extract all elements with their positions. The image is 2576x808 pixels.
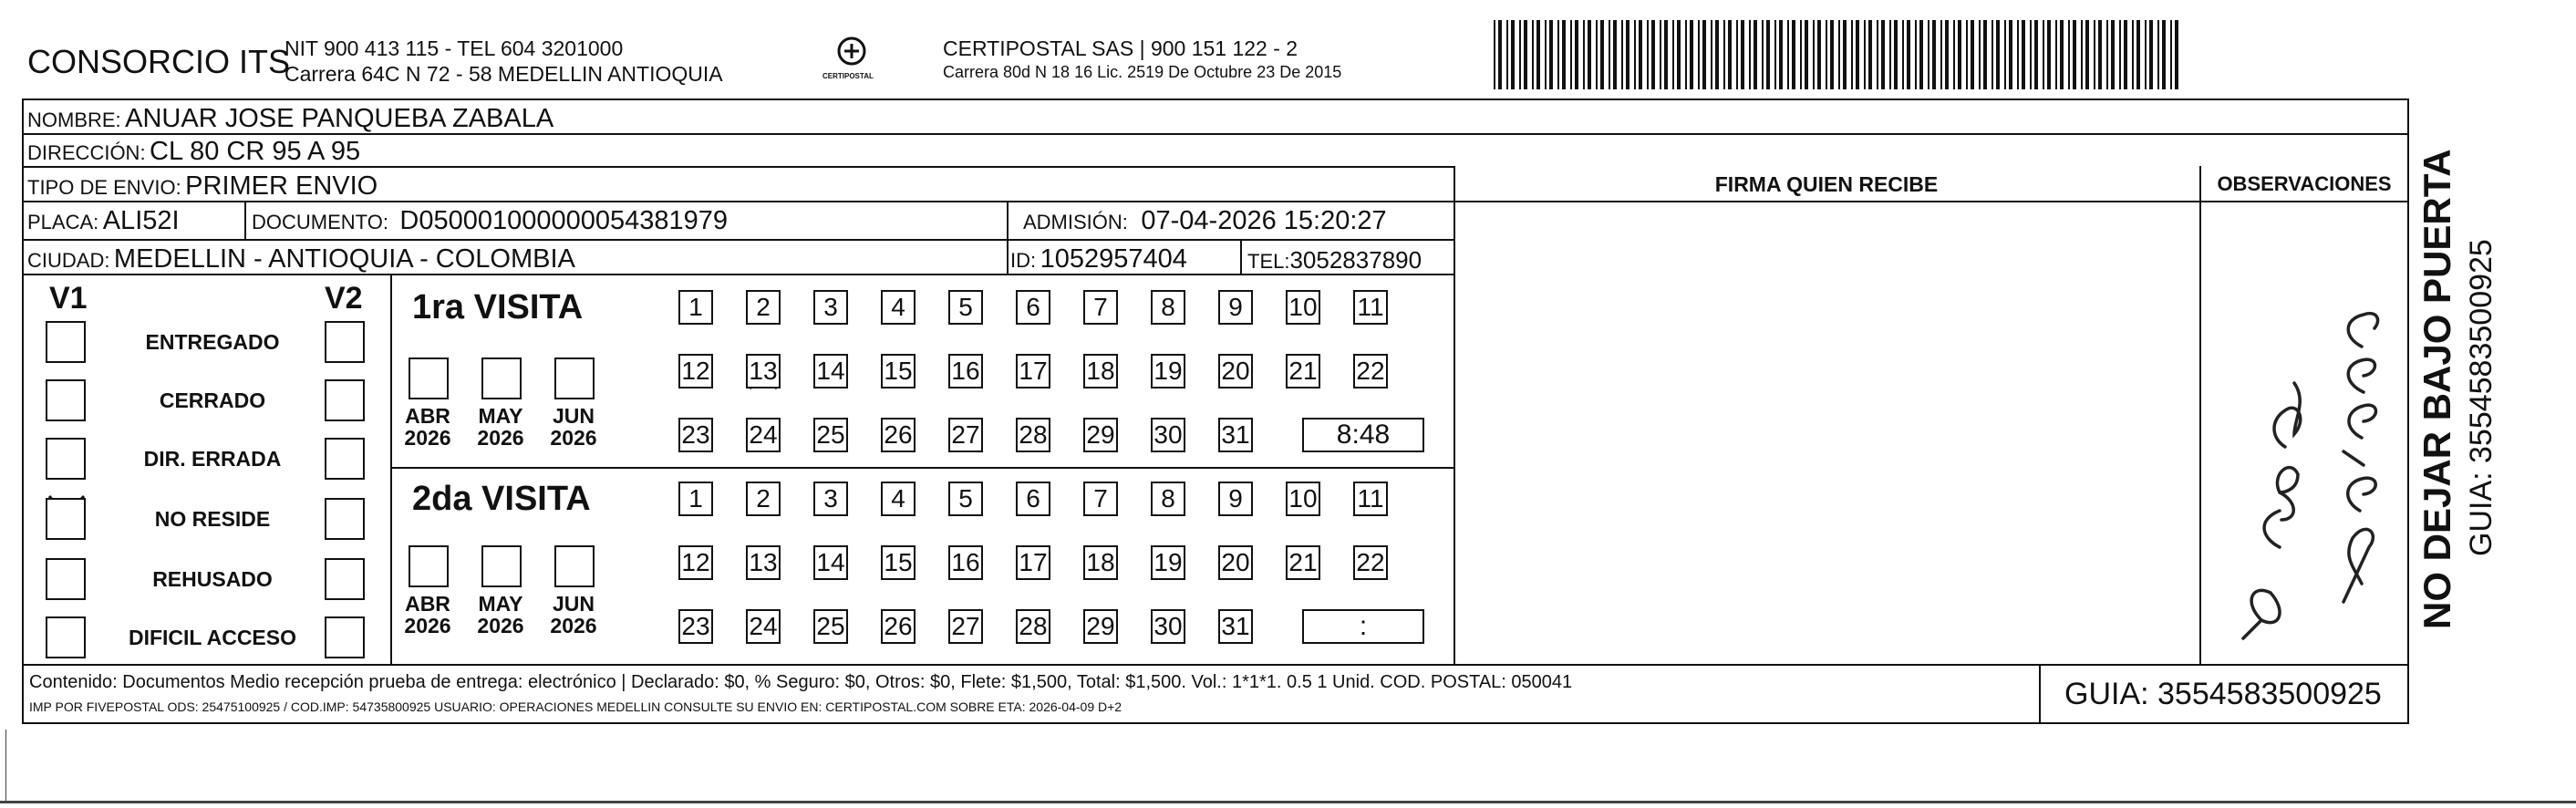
- barcode-bar: [1562, 20, 1566, 89]
- barcode-bar: [2136, 20, 2140, 89]
- shipment-type: PRIMER ENVIO: [185, 171, 378, 201]
- barcode-bar: [1779, 20, 1783, 89]
- visit2-month-label: [542, 593, 605, 637]
- barcode-bar: [1953, 20, 1955, 89]
- footer-print-info: IMP POR FIVEPOSTAL ODS: 25475100925 / COD.IMP: 54735800925 USUARIO: OPERACIONES MEDELLIN CONSULTE SU ENVIO EN: CERTIPOSTAL.COM SOBRE ETA: 2026-04-09 D+2: [29, 699, 1122, 714]
- month-year: 2026: [477, 426, 524, 451]
- month-year: 2026: [550, 426, 597, 451]
- barcode-bar: [1979, 20, 1981, 89]
- visit1-day-box[interactable]: 28: [1016, 418, 1050, 452]
- barcode-bar: [1754, 20, 1757, 89]
- visit2-month-label: [469, 593, 533, 637]
- barcode-bar: [1639, 20, 1642, 89]
- visit2-month-checkbox[interactable]: [409, 545, 449, 587]
- visit2-day-box[interactable]: 8: [1151, 482, 1185, 516]
- barcode-bar: [1511, 20, 1515, 89]
- barcode-bar: [2073, 20, 2076, 89]
- barcode-bar: [2081, 20, 2083, 89]
- signature-header: FIRMA QUIEN RECIBE: [1714, 172, 1939, 196]
- visit2-day-box[interactable]: 31: [1218, 609, 1253, 644]
- visit1-day-box[interactable]: 20: [1218, 354, 1253, 388]
- barcode-bar: [1817, 20, 1821, 89]
- visit2-day-box[interactable]: 25: [813, 609, 848, 644]
- barcode-bar: [1664, 20, 1668, 89]
- barcode-bar: [1902, 20, 1904, 89]
- v1-checkbox[interactable]: [46, 498, 86, 540]
- month-name: MAY: [478, 404, 523, 428]
- plate-row: [27, 208, 180, 234]
- barcode-bar: [2106, 20, 2108, 89]
- month-year: 2026: [404, 426, 451, 451]
- barcode-bar: [1600, 20, 1604, 89]
- visit1-title: 1ra VISITA: [412, 288, 584, 326]
- v1-checkbox[interactable]: [46, 616, 86, 658]
- visit1-day-box[interactable]: 9: [1218, 290, 1253, 325]
- recipient-name: ANUAR JOSE PANQUEBA ZABALA: [125, 104, 554, 133]
- name-label: NOMBRE:: [27, 109, 121, 131]
- barcode-bar: [1864, 20, 1866, 89]
- visit2-day-box[interactable]: 13: [746, 545, 781, 580]
- barcode: [1494, 20, 2179, 89]
- side-guide: GUIA: 3554583500925: [2464, 239, 2498, 556]
- month-name: ABR: [405, 592, 450, 616]
- status-label: NO RESIDE: [154, 507, 271, 531]
- side-warning-wrapper: [2418, 119, 2464, 629]
- visit2-day-box[interactable]: 12: [678, 545, 713, 580]
- barcode-bar: [1570, 20, 1572, 89]
- barcode-bar: [1677, 20, 1681, 89]
- shipment-type-label: TIPO DE ENVIO:: [27, 176, 181, 199]
- v2-checkbox[interactable]: [325, 438, 365, 480]
- barcode-bar: [2004, 20, 2006, 89]
- month-name: JUN: [552, 404, 595, 428]
- barcode-bar: [1945, 20, 1949, 89]
- v2-checkbox[interactable]: [325, 616, 365, 658]
- barcode-bar: [1524, 20, 1527, 89]
- barcode-bar: [2145, 20, 2147, 89]
- visit2-day-box[interactable]: 4: [881, 482, 916, 516]
- company-nit: NIT 900 413 115 - TEL 604 3201000: [284, 36, 624, 60]
- barcode-bar: [1889, 20, 1891, 89]
- v1-checkbox[interactable]: [46, 379, 86, 421]
- barcode-bar: [1996, 20, 2000, 89]
- barcode-bar: [1506, 20, 1508, 89]
- barcode-bar: [2111, 20, 2115, 89]
- visit1-day-box[interactable]: 15: [881, 354, 916, 388]
- month-name: MAY: [478, 592, 523, 616]
- barcode-bar: [1660, 20, 1661, 89]
- visit2-day-box[interactable]: 20: [1218, 545, 1253, 580]
- barcode-bar: [1736, 20, 1738, 89]
- barcode-bar: [1557, 20, 1559, 89]
- visit1-day-box[interactable]: 17: [1016, 354, 1050, 388]
- barcode-bar: [1787, 20, 1789, 89]
- barcode-bar: [2119, 20, 2121, 89]
- barcode-bar: [1877, 20, 1878, 89]
- visit2-day-box[interactable]: 15: [881, 545, 916, 580]
- barcode-bar: [1894, 20, 1898, 89]
- document-label: DOCUMENTO:: [252, 211, 388, 233]
- visit2-title: 2da VISITA: [412, 480, 591, 518]
- barcode-bar: [1966, 20, 1968, 89]
- visit2-day-box[interactable]: 29: [1083, 609, 1118, 644]
- visit2-day-box[interactable]: 21: [1286, 545, 1320, 580]
- barcode-bar: [1940, 20, 1942, 89]
- company-address: Carrera 64C N 72 - 58 MEDELLIN ANTIOQUIA: [284, 62, 723, 86]
- barcode-bar: [2043, 20, 2044, 89]
- visit1-day-box[interactable]: 18: [1083, 354, 1118, 388]
- address-label: DIRECCIÓN:: [27, 141, 146, 164]
- barcode-bar: [1851, 20, 1853, 89]
- barcode-bar: [1588, 20, 1591, 89]
- barcode-bar: [1958, 20, 1961, 89]
- barcode-bar: [1774, 20, 1776, 89]
- barcode-bar: [1621, 20, 1623, 89]
- visit1-day-box[interactable]: 13: [746, 354, 781, 388]
- visit1-day-box[interactable]: 8: [1151, 290, 1185, 325]
- visit1-month-checkbox[interactable]: [409, 357, 449, 399]
- visit2-month-label: [396, 593, 460, 637]
- visit2-day-box[interactable]: 19: [1151, 545, 1185, 580]
- observation-handwriting: [2207, 219, 2405, 657]
- logo-caption: CERTIPOSTAL: [822, 72, 874, 80]
- barcode-bar: [2068, 20, 2070, 89]
- v2-checkbox[interactable]: [325, 379, 365, 421]
- barcode-bar: [2022, 20, 2025, 89]
- certipostal-logo-icon: [832, 35, 872, 75]
- footer-content: Contenido: Documentos Medio recepción prueba de entrega: electrónico | Declarado: $0, % Seguro: $0, Otros: $0, Flete: $1,500, Total: $1,500. Vol.: 1*1*1. 0.5 1 Unid. COD. POSTAL: 050041: [29, 672, 1573, 692]
- barcode-bar: [1830, 20, 1834, 89]
- visit1-day-box[interactable]: 29: [1083, 418, 1118, 452]
- barcode-bar: [1715, 20, 1719, 89]
- barcode-bar: [1991, 20, 1993, 89]
- city-label: CIUDAD:: [27, 249, 110, 272]
- visit1-day-box[interactable]: 12: [678, 354, 713, 388]
- visit2-day-box[interactable]: 18: [1083, 545, 1118, 580]
- visit2-month-checkbox[interactable]: [554, 545, 595, 587]
- visit2-day-box[interactable]: 22: [1353, 545, 1388, 580]
- barcode-bar: [1698, 20, 1700, 89]
- visit1-month-label: [469, 405, 533, 449]
- phone-label: TEL:: [1247, 250, 1290, 273]
- visit1-day-box[interactable]: 10: [1286, 290, 1320, 325]
- side-warning: NO DEJAR BAJO PUERTA: [2416, 149, 2458, 629]
- id-value: 1052957404: [1040, 244, 1187, 274]
- visit1-day-box[interactable]: 6: [1016, 290, 1050, 325]
- visit1-month-label: [396, 405, 460, 449]
- visit2-day-box[interactable]: 28: [1016, 609, 1050, 644]
- barcode-bar: [1583, 20, 1585, 89]
- barcode-bar: [1723, 20, 1725, 89]
- carrier-name: CERTIPOSTAL SAS | 900 151 122 - 2: [943, 36, 1298, 60]
- visit1-month-checkbox[interactable]: [554, 357, 595, 399]
- plate-label: PLACA:: [27, 211, 99, 233]
- v2-checkbox[interactable]: [325, 558, 365, 600]
- visit1-day-box[interactable]: 11: [1353, 290, 1388, 325]
- name-row: [27, 106, 553, 132]
- visit1-day-box[interactable]: 26: [881, 418, 916, 452]
- barcode-bar: [1983, 20, 1987, 89]
- barcode-bar: [2055, 20, 2057, 89]
- barcode-bar: [2098, 20, 2102, 89]
- barcode-bar: [1711, 20, 1712, 89]
- barcode-bar: [1971, 20, 1974, 89]
- city-row: [27, 246, 575, 273]
- barcode-bar: [2149, 20, 2153, 89]
- barcode-bar: [1881, 20, 1885, 89]
- barcode-bar: [1685, 20, 1687, 89]
- barcode-bar: [1800, 20, 1802, 89]
- visit1-month-label: [542, 405, 605, 449]
- barcode-bar: [2009, 20, 2012, 89]
- v1-checkbox[interactable]: [46, 558, 86, 600]
- id-label: ID:: [1010, 249, 1037, 272]
- barcode-bar: [1545, 20, 1547, 89]
- id-row: [1010, 246, 1187, 273]
- shipment-type-row: [27, 173, 378, 200]
- visit2-day-box[interactable]: 9: [1218, 482, 1253, 516]
- barcode-bar: [1749, 20, 1751, 89]
- v2-header: V2: [325, 281, 363, 316]
- observations-header: OBSERVACIONES: [2217, 172, 2392, 195]
- visit1-day-box[interactable]: 4: [881, 290, 916, 325]
- visit1-day-box[interactable]: 3: [813, 290, 848, 325]
- visit2-month-checkbox[interactable]: [481, 545, 522, 587]
- admission-row: [1023, 208, 1387, 234]
- barcode-bar: [2162, 20, 2166, 89]
- barcode-bar: [2030, 20, 2032, 89]
- barcode-bar: [1766, 20, 1770, 89]
- v1-checkbox[interactable]: [46, 438, 86, 480]
- visit1-day-box[interactable]: 16: [948, 354, 983, 388]
- visit1-day-box[interactable]: 23: [678, 418, 713, 452]
- visit2-day-box[interactable]: 2: [746, 482, 781, 516]
- recipient-address: CL 80 CR 95 A 95: [150, 137, 361, 166]
- barcode-bar: [1536, 20, 1540, 89]
- barcode-bar: [1741, 20, 1744, 89]
- footer-guide-number: GUIA: 3554583500925: [2064, 677, 2382, 711]
- month-year: 2026: [404, 614, 451, 638]
- barcode-bar: [1494, 20, 1495, 89]
- barcode-bar: [1519, 20, 1521, 89]
- visit2-day-box[interactable]: 1: [678, 482, 713, 516]
- visit2-day-box[interactable]: 27: [948, 609, 983, 644]
- visit2-day-box[interactable]: 3: [813, 482, 848, 516]
- month-name: JUN: [552, 592, 595, 616]
- visit1-day-box[interactable]: 30: [1151, 418, 1185, 452]
- barcode-bar: [2094, 20, 2095, 89]
- visit2-day-box[interactable]: 5: [948, 482, 983, 516]
- visit2-day-box[interactable]: 17: [1016, 545, 1050, 580]
- barcode-bar: [2175, 20, 2178, 89]
- barcode-bar: [1907, 20, 1910, 89]
- barcode-bar: [1613, 20, 1617, 89]
- month-name: ABR: [405, 404, 450, 428]
- barcode-bar: [1575, 20, 1578, 89]
- visit2-day-box[interactable]: 26: [881, 609, 916, 644]
- visit1-month-checkbox[interactable]: [481, 357, 522, 399]
- barcode-bar: [1690, 20, 1693, 89]
- visit1-day-box[interactable]: 1: [678, 290, 713, 325]
- barcode-bar: [2124, 20, 2127, 89]
- barcode-bar: [1932, 20, 1936, 89]
- visit1-day-box[interactable]: 31: [1218, 418, 1253, 452]
- month-year: 2026: [477, 614, 524, 638]
- visit2-day-box[interactable]: 11: [1353, 482, 1388, 516]
- admission-value: 07-04-2026 15:20:27: [1141, 206, 1387, 235]
- barcode-bar: [1549, 20, 1553, 89]
- address-row: [27, 139, 360, 165]
- barcode-bar: [1609, 20, 1610, 89]
- barcode-bar: [1728, 20, 1732, 89]
- barcode-bar: [1919, 20, 1923, 89]
- visit2-day-box[interactable]: 30: [1151, 609, 1185, 644]
- month-year: 2026: [550, 614, 597, 638]
- admission-label: ADMISIÓN:: [1023, 211, 1128, 233]
- barcode-bar: [1838, 20, 1840, 89]
- status-label: DIR. ERRADA: [143, 447, 282, 471]
- v1-checkbox[interactable]: [46, 321, 86, 363]
- barcode-bar: [2017, 20, 2019, 89]
- barcode-bar: [1498, 20, 1502, 89]
- status-label: DIFICIL ACCESO: [128, 626, 296, 649]
- visit1-day-box[interactable]: 19: [1151, 354, 1185, 388]
- barcode-bar: [1915, 20, 1917, 89]
- visit1-day-box[interactable]: 7: [1083, 290, 1118, 325]
- barcode-bar: [1792, 20, 1795, 89]
- barcode-bar: [1702, 20, 1706, 89]
- visit1-day-box[interactable]: 21: [1286, 354, 1320, 388]
- barcode-bar: [2085, 20, 2089, 89]
- carrier-license: Carrera 80d N 18 16 Lic. 2519 De Octubre 23 De 2015: [943, 63, 1342, 81]
- visit2-day-box[interactable]: 16: [948, 545, 983, 580]
- phone-value: 3052837890: [1289, 246, 1422, 274]
- barcode-bar: [1826, 20, 1827, 89]
- barcode-bar: [1805, 20, 1808, 89]
- barcode-bar: [1651, 20, 1655, 89]
- barcode-bar: [1532, 20, 1534, 89]
- barcode-bar: [1762, 20, 1764, 89]
- visit2-day-box[interactable]: 6: [1016, 482, 1050, 516]
- barcode-bar: [1928, 20, 1929, 89]
- v1-header: V1: [49, 281, 88, 316]
- barcode-bar: [1856, 20, 1859, 89]
- barcode-bar: [1647, 20, 1649, 89]
- v2-checkbox[interactable]: [325, 498, 365, 540]
- barcode-bar: [1634, 20, 1636, 89]
- visit1-day-box[interactable]: 22: [1353, 354, 1388, 388]
- barcode-bar: [2060, 20, 2064, 89]
- visit2-day-box[interactable]: 24: [746, 609, 781, 644]
- visit1-day-box[interactable]: 14: [813, 354, 848, 388]
- barcode-bar: [2157, 20, 2159, 89]
- document-row: [252, 208, 728, 234]
- visit1-time-box[interactable]: 8:48: [1302, 418, 1424, 452]
- barcode-bar: [2047, 20, 2051, 89]
- visit2-day-box[interactable]: 7: [1083, 482, 1118, 516]
- visit2-day-box[interactable]: 10: [1286, 482, 1320, 516]
- status-label: ENTREGADO: [145, 330, 280, 354]
- document-value: D0500010000000543819​79: [399, 206, 729, 235]
- status-label: REHUSADO: [152, 567, 273, 591]
- barcode-bar: [2132, 20, 2134, 89]
- status-label: CERRADO: [159, 388, 266, 412]
- visit1-day-box[interactable]: 24: [746, 418, 781, 452]
- visit2-day-box[interactable]: 14: [813, 545, 848, 580]
- side-guide-wrapper: [2466, 173, 2502, 556]
- visit1-day-box[interactable]: 2: [746, 290, 781, 325]
- v2-checkbox[interactable]: [325, 321, 365, 363]
- visit1-day-box[interactable]: 25: [813, 418, 848, 452]
- barcode-bar: [1596, 20, 1598, 89]
- visit2-day-box[interactable]: 23: [678, 609, 713, 644]
- plate-value: ALI52I: [102, 206, 180, 235]
- city-value: MEDELLIN - ANTIOQUIA - COLOMBIA: [113, 244, 575, 274]
- company-name: CONSORCIO ITS: [27, 43, 291, 80]
- barcode-bar: [1813, 20, 1815, 89]
- barcode-bar: [1843, 20, 1847, 89]
- visit1-day-box[interactable]: 5: [948, 290, 983, 325]
- barcode-bar: [1672, 20, 1674, 89]
- phone-row: [1247, 248, 1422, 272]
- barcode-bar: [2034, 20, 2038, 89]
- barcode-bar: [1868, 20, 1872, 89]
- visit1-day-box[interactable]: 27: [948, 418, 983, 452]
- barcode-bar: [2170, 20, 2172, 89]
- barcode-bar: [1626, 20, 1629, 89]
- visit2-time-box[interactable]: :: [1302, 609, 1424, 644]
